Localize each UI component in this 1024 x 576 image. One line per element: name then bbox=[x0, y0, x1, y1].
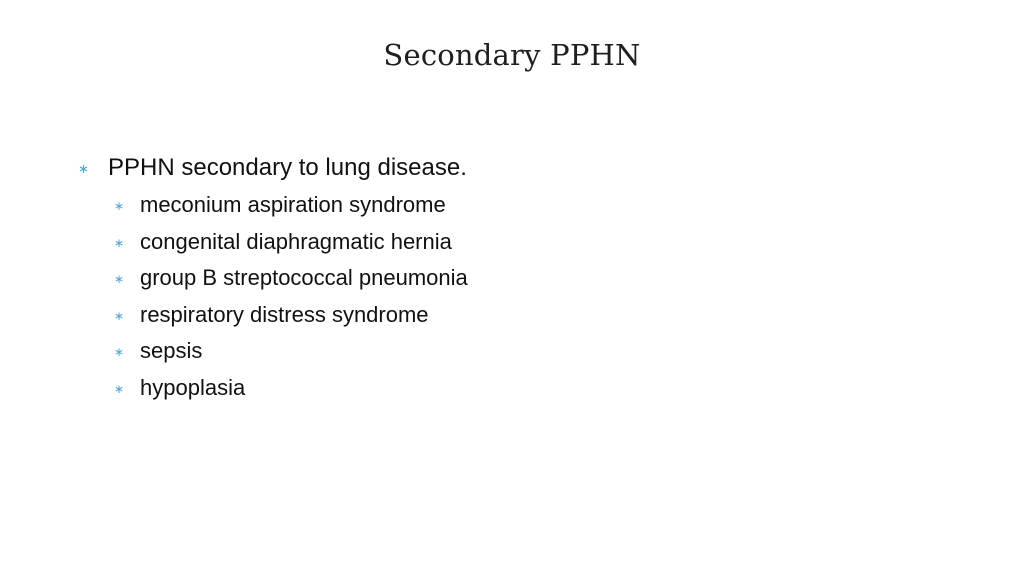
asterisk-bullet-icon: ∗ bbox=[114, 235, 125, 250]
sub-bullet-item bbox=[78, 338, 958, 375]
bullet-text: PPHN secondary to lung disease. bbox=[108, 154, 467, 181]
sub-bullet-text: hypoplasia bbox=[140, 374, 246, 400]
sub-bullet-text: congenital diaphragmatic hernia bbox=[140, 228, 452, 254]
sub-bullet-item bbox=[78, 192, 958, 229]
sub-bullet-text: group B streptococcal pneumonia bbox=[140, 265, 468, 290]
slide-title: Secondary PPHN bbox=[383, 38, 641, 72]
sub-bullet-item bbox=[78, 375, 958, 412]
asterisk-bullet-icon: ∗ bbox=[114, 308, 125, 323]
asterisk-bullet-icon: ∗ bbox=[114, 381, 125, 396]
bullet-item-main bbox=[78, 154, 958, 192]
bullet-list bbox=[78, 154, 958, 411]
asterisk-bullet-icon: ∗ bbox=[114, 199, 125, 213]
asterisk-bullet-icon: ∗ bbox=[114, 345, 125, 359]
asterisk-bullet-icon: ∗ bbox=[114, 272, 125, 286]
sub-bullet-item bbox=[78, 302, 958, 339]
sub-bullet-text: sepsis bbox=[140, 338, 203, 363]
sub-bullet-item bbox=[78, 265, 958, 302]
asterisk-bullet-icon: ∗ bbox=[78, 162, 89, 177]
sub-bullet-text: meconium aspiration syndrome bbox=[140, 192, 446, 217]
sub-bullet-item bbox=[78, 229, 958, 266]
sub-bullet-text: respiratory distress syndrome bbox=[140, 301, 429, 327]
